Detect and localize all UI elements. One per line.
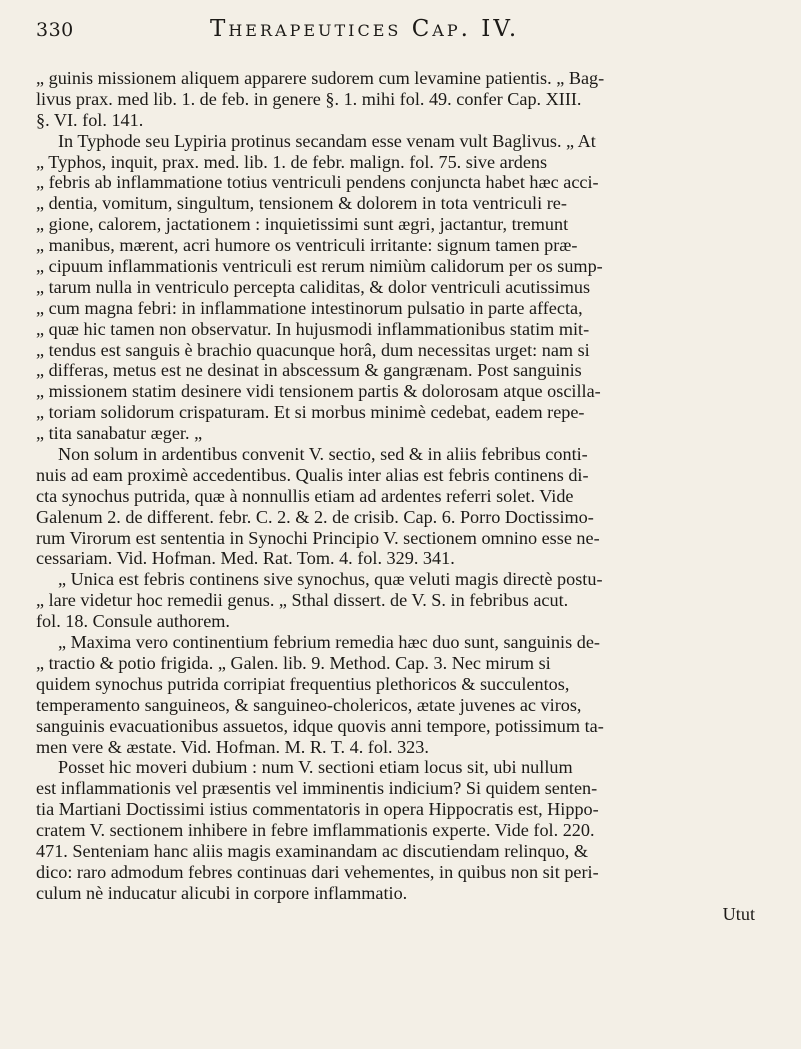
text-line: In Typhode seu Lypiria protinus secandam esse venam vult Baglivus. „ At: [58, 130, 596, 151]
text-line: Posset hic moveri dubium : num V. sectioni etiam locus sit, ubi nullum: [58, 757, 573, 778]
text-line: 471. Senteniam hanc aliis magis examinandam ac discutiendam relinquo, &: [36, 840, 589, 861]
text-line: Galenum 2. de different. febr. C. 2. & 2. de crisib. Cap. 6. Porro Doctissimo-: [36, 506, 594, 527]
text-line: „ tendus est sanguis è brachio quacunque horâ, dum necessitas urget: nam si: [36, 339, 590, 360]
text-line: cessariam. Vid. Hofman. Med. Rat. Tom. 4. fol. 329. 341.: [36, 548, 455, 569]
text-line: tia Martiani Doctissimi istius commentatoris in opera Hippocratis est, Hippo-: [36, 799, 599, 820]
text-line: „ dentia, vomitum, singultum, tensionem & dolorem in tota ventriculi re-: [36, 193, 567, 214]
running-head: Therapeutices Cap. IV.: [210, 16, 520, 42]
text-line: rum Virorum est sententia in Synochi Principio V. sectionem omnino esse ne-: [36, 527, 600, 548]
text-line: „ toriam solidorum crispaturam. Et si morbus minimè cedebat, eadem repe-: [36, 402, 585, 423]
text-line: est inflammationis vel præsentis vel imminentis indicium? Si quidem senten-: [36, 778, 598, 799]
text-line: „ Unica est febris continens sive synochus, quæ veluti magis directè postu-: [58, 569, 603, 590]
text-line: „ differas, metus est ne desinat in abscessum & gangrænam. Post sanguinis: [36, 360, 582, 381]
text-line: fol. 18. Consule authorem.: [36, 611, 230, 632]
text-line: „ cipuum inflammationis ventriculi est rerum nimiùm calidorum per os sump-: [36, 256, 603, 277]
text-line: Non solum in ardentibus convenit V. sectio, sed & in aliis febribus conti-: [58, 444, 588, 465]
text-line: dico: raro admodum febres continuas dari vehementes, in quibus non sit peri-: [36, 861, 599, 882]
text-line: „ lare videtur hoc remedii genus. „ Sthal dissert. de V. S. in febribus acut.: [36, 590, 569, 611]
text-line: „ quæ hic tamen non observatur. In hujusmodi inflammationibus statim mit-: [36, 318, 590, 339]
text-line: cta synochus putrida, quæ à nonnullis etiam ad ardentes referri solet. Vide: [36, 485, 574, 506]
text-line: §. VI. fol. 141.: [36, 109, 144, 130]
text-line: „ tractio & potio frigida. „ Galen. lib. 9. Method. Cap. 3. Nec mirum si: [36, 652, 551, 673]
text-line: „ Maxima vero continentium febrium remedia hæc duo sunt, sanguinis de-: [58, 632, 600, 653]
text-line: sanguinis evacuationibus assuetos, idque quovis anni tempore, potissimum ta-: [36, 715, 604, 736]
text-line: men vere & æstate. Vid. Hofman. M. R. T. 4. fol. 323.: [36, 736, 429, 757]
text-line: nuis ad eam proximè accedentibus. Qualis inter alias est febris continens di-: [36, 464, 589, 485]
body-text: [36, 68, 757, 925]
text-line: „ manibus, mærent, acri humore os ventriculi irritante: signum tamen præ-: [36, 235, 578, 256]
text-line: „ tita sanabatur æger. „: [36, 423, 203, 444]
text-line: livus prax. med lib. 1. de feb. in genere §. 1. mihi fol. 49. confer Cap. XIII.: [36, 88, 582, 109]
catchword: Utut: [722, 903, 755, 924]
text-line: quidem synochus putrida corripiat frequentius plethoricos & succulentos,: [36, 673, 570, 694]
text-line: „ gione, calorem, jactationem : inquietissimi sunt ægri, jactantur, tremunt: [36, 214, 569, 235]
page-header: [36, 16, 757, 58]
text-line: temperamento sanguineos, & sanguineo-cholericos, ætate juvenes ac viros,: [36, 694, 582, 715]
page-number: 330: [36, 19, 74, 41]
text-line: cratem V. sectionem inhibere in febre imflammationis experte. Vide fol. 220.: [36, 820, 595, 841]
text-line: culum nè inducatur alicubi in corpore inflammatio.: [36, 882, 408, 903]
text-line: „ tarum nulla in ventriculo percepta caliditas, & dolor ventriculi acutissimus: [36, 276, 591, 297]
text-line: „ Typhos, inquit, prax. med. lib. 1. de febr. malign. fol. 75. sive ardens: [36, 151, 548, 172]
text-line: „ cum magna febri: in inflammatione intestinorum pulsatio in parte affecta,: [36, 297, 583, 318]
text-line: „ guinis missionem aliquem apparere sudorem cum levamine patientis. „ Bag-: [36, 68, 605, 88]
text-line: „ missionem statim desinere vidi tensionem partis & dolorosam atque oscilla-: [36, 381, 601, 402]
text-line: „ febris ab inflammatione totius ventriculi pendens conjuncta habet hæc acci-: [36, 172, 599, 193]
